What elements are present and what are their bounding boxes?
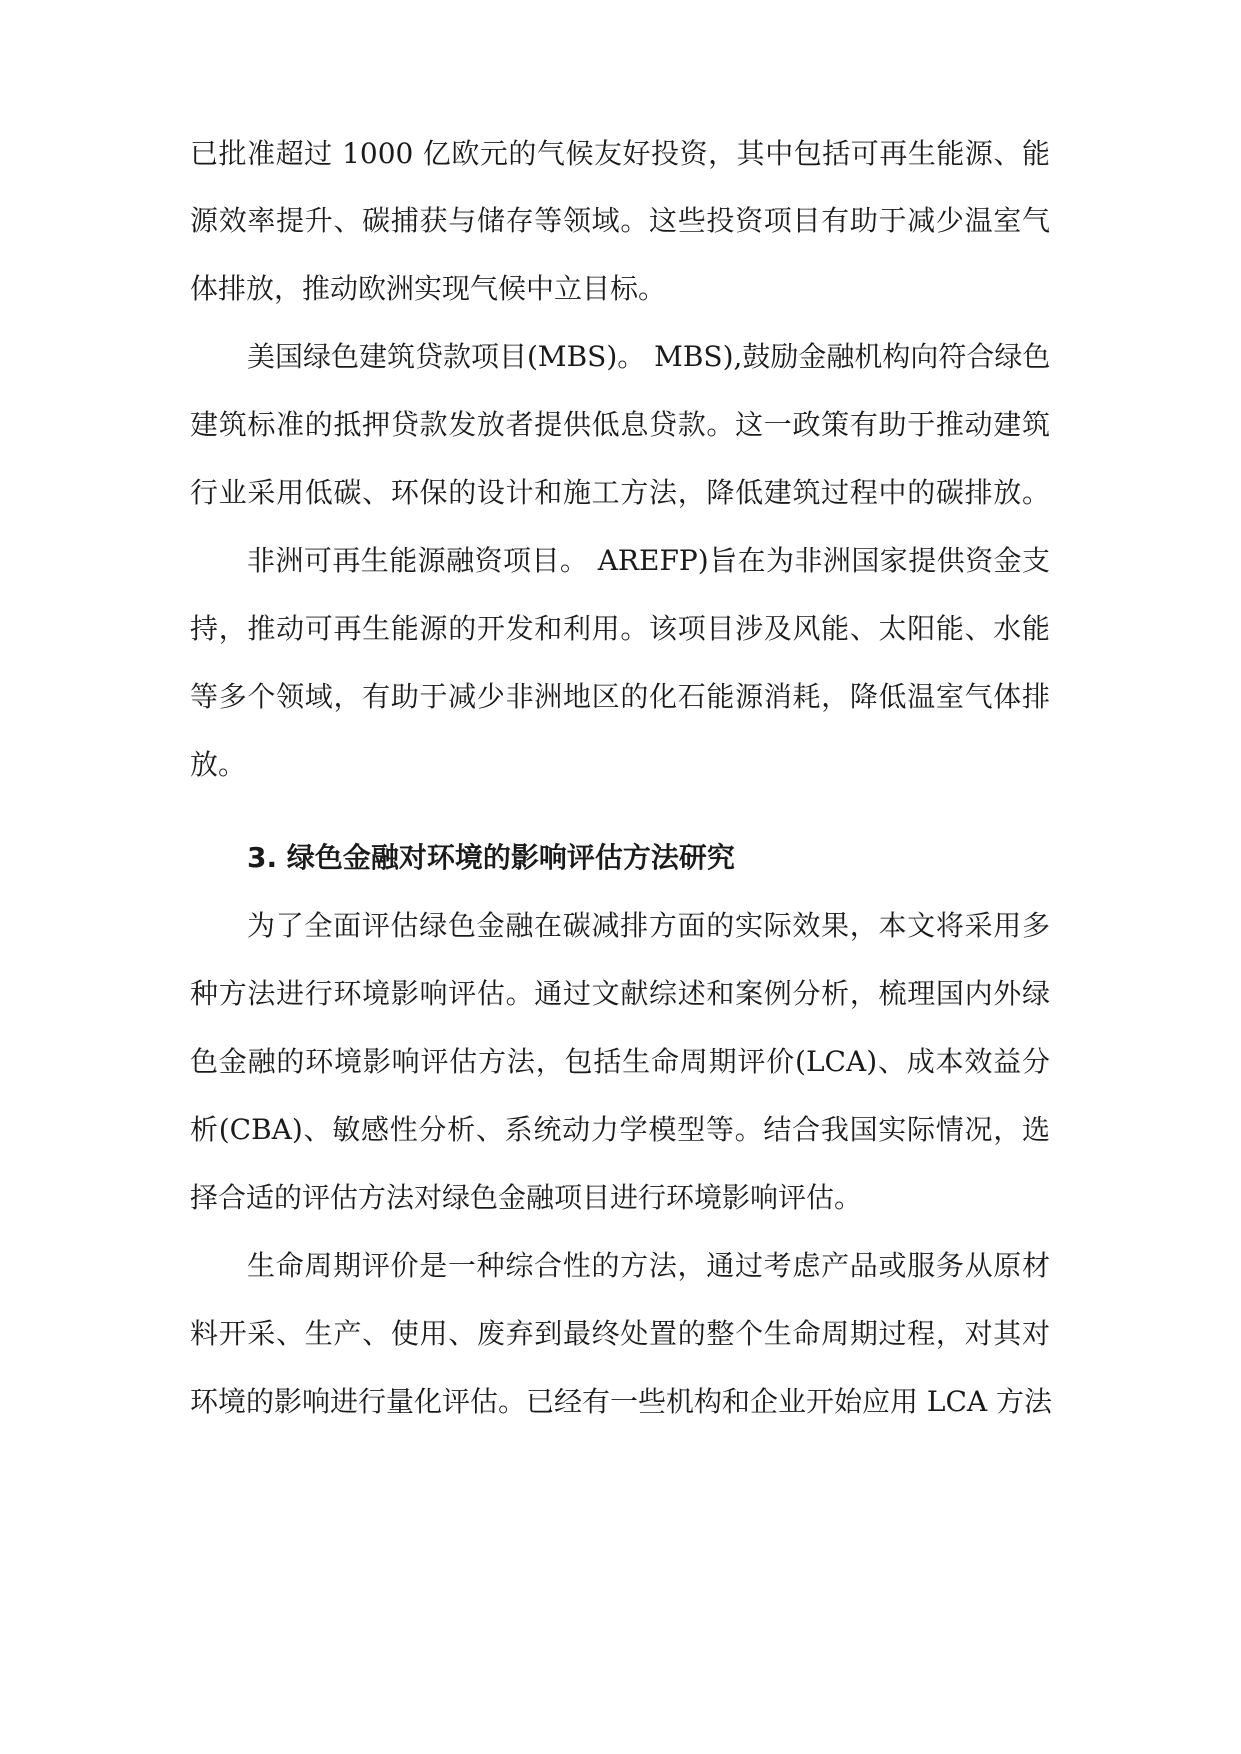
section-heading: 3. 绿色金融对环境的影响评估方法研究: [247, 841, 735, 874]
paragraph-line: 已批准超过 1000 亿欧元的气候友好投资，其中包括可再生能源、能: [190, 137, 1050, 170]
paragraph-line: 择合适的评估方法对绿色金融项目进行环境影响评估。: [190, 1181, 863, 1214]
paragraph-line: 行业采用低碳、环保的设计和施工方法，降低建筑过程中的碳排放。: [190, 476, 1050, 509]
paragraph-line: 等多个领域，有助于减少非洲地区的化石能源消耗，降低温室气体排: [190, 680, 1050, 713]
paragraph-line: 种方法进行环境影响评估。通过文献综述和案例分析，梳理国内外绿: [190, 977, 1050, 1010]
paragraph-line: 生命周期评价是一种综合性的方法，通过考虑产品或服务从原材: [247, 1249, 1050, 1282]
paragraph-line: 持，推动可再生能源的开发和利用。该项目涉及风能、太阳能、水能: [190, 612, 1050, 645]
paragraph-line: 源效率提升、碳捕获与储存等领域。这些投资项目有助于减少温室气: [190, 204, 1050, 237]
paragraph-line: 环境的影响进行量化评估。已经有一些机构和企业开始应用 LCA 方法: [190, 1385, 1053, 1418]
paragraph-line: 非洲可再生能源融资项目。 AREFP)旨在为非洲国家提供资金支: [247, 544, 1050, 577]
paragraph-line: 为了全面评估绿色金融在碳减排方面的实际效果，本文将采用多: [247, 909, 1050, 942]
paragraph-line: 放。: [190, 748, 247, 781]
paragraph-line: 料开采、生产、使用、废弃到最终处置的整个生命周期过程，对其对: [190, 1317, 1050, 1350]
paragraph-line: 析(CBA)、敏感性分析、系统动力学模型等。结合我国实际情况，选: [190, 1113, 1050, 1146]
paragraph-line: 美国绿色建筑贷款项目(MBS)。 MBS),鼓励金融机构向符合绿色: [247, 340, 1051, 373]
paragraph-line: 体排放，推动欧洲实现气候中立目标。: [190, 272, 667, 305]
paragraph-line: 建筑标准的抵押贷款发放者提供低息贷款。这一政策有助于推动建筑: [190, 408, 1050, 441]
paragraph-line: 色金融的环境影响评估方法，包括生命周期评价(LCA)、成本效益分: [190, 1045, 1050, 1078]
